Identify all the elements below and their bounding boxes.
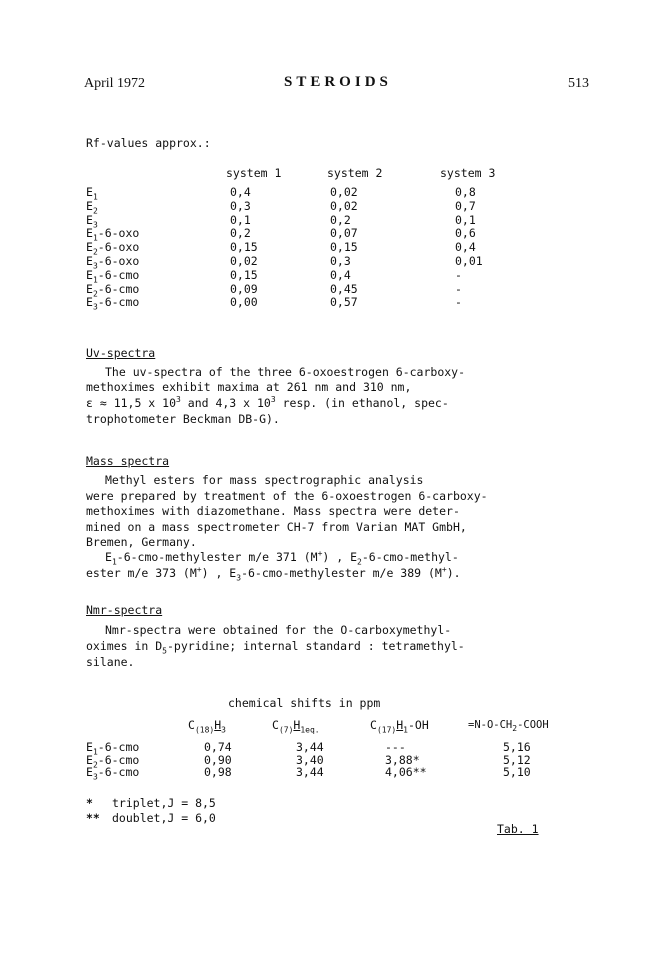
uv-line-3: ε ≈ 11,5 x $10^3$ and 4,3 x $10^3$ resp. (in ethanol, spec-	[86, 395, 449, 410]
page-number: 513	[568, 76, 589, 91]
nmr-line-2: oximes in $D_5$-pyridine; internal standard : tetramethyl-	[86, 639, 465, 656]
rf-col-system2: system 2	[327, 166, 383, 180]
rf-col-system1: system 1	[226, 166, 282, 180]
shift-cell-c2: 3,40	[296, 752, 324, 767]
rf-cell-v2: 0,02	[330, 198, 358, 213]
uv-heading: Uv-spectra	[86, 346, 156, 360]
rf-cell-v1: 0,3	[230, 198, 251, 213]
mass-line-2: were prepared by treatment of the 6-oxoestrogen 6-carboxy-	[86, 489, 488, 503]
shift-row-label: $E_2-6$-cmo	[86, 752, 140, 769]
rf-cell-v2: 0,57	[330, 295, 358, 310]
shifts-col-c18: $C_{(18)}H_3$	[188, 718, 226, 735]
mass-line-4: mined on a mass spectrometer CH-7 from Varian MAT GmbH,	[86, 520, 467, 534]
rf-title: Rf-values approx.:	[86, 136, 211, 150]
rf-col-system3: system 3	[440, 166, 496, 180]
rf-cell-v3: 0,6	[455, 226, 476, 241]
rf-cell-v3: 0,7	[455, 198, 476, 213]
rf-row-label: $E_2-6$-cmo	[86, 281, 140, 298]
rf-cell-v3: -	[455, 267, 462, 282]
mass-line-7: ester m/e 373 (M+) , $E_3-6-cmo$-methylester m/e 389 (M+).	[86, 565, 461, 583]
rf-cell-v1: 0,15	[230, 240, 258, 255]
rf-row-label: $E_3$	[86, 212, 98, 229]
nmr-line-1: Nmr-spectra were obtained for the O-carboxymethyl-	[105, 623, 452, 637]
rf-cell-v1: 0,09	[230, 281, 258, 296]
shift-cell-c4: 5,16	[503, 740, 531, 754]
shift-row-label: $E_3-6$-cmo	[86, 765, 140, 782]
shift-cell-c4: 5,12	[503, 752, 531, 767]
rf-row-label: $E_1$	[86, 185, 98, 202]
nmr-line-3: silane.	[86, 655, 135, 669]
mass-line-1: Methyl esters for mass spectrographic analysis	[105, 473, 424, 487]
footnote-1: * triplet,J = 8,5	[86, 796, 216, 810]
rf-cell-v1: 0,02	[230, 254, 258, 268]
uv-line-2: methoximes exhibit maxima at 261 nm and 310 nm,	[86, 380, 412, 394]
uv-line-1: The uv-spectra of the three 6-oxoestrogen 6-carboxy-	[105, 365, 466, 379]
shift-cell-c3: 4,06**	[385, 765, 427, 779]
rf-row-label: $E_3-6$-oxo	[86, 254, 140, 271]
mass-line-6: $E_1-6-cmo$-methylester m/e 371 (M+) , $E_2-6-cmo-methyl-$	[105, 549, 459, 567]
rf-cell-v1: 0,15	[230, 267, 258, 282]
shift-cell-c2: 3,44	[296, 740, 324, 754]
shift-cell-c4: 5,10	[503, 765, 531, 779]
table-label: Tab. 1	[497, 822, 539, 836]
rf-cell-v3: -	[455, 295, 462, 310]
rf-row-label: $E_1-6$-cmo	[86, 267, 140, 285]
header-date: April 1972	[84, 76, 146, 91]
rf-cell-v1: 0,2	[230, 226, 251, 241]
shift-row-label: $E_1-6$-cmo	[86, 740, 140, 757]
rf-cell-v2: 0,07	[330, 226, 358, 241]
rf-cell-v3: 0,1	[455, 212, 476, 227]
rf-cell-v2: 0,15	[330, 240, 358, 255]
shift-cell-c1: 0,98	[204, 765, 232, 779]
nmr-heading: Nmr-spectra	[86, 603, 163, 617]
rf-row-label: $E_1-6$-oxo	[86, 226, 140, 243]
rf-row-label: $E_3-6$-cmo	[86, 295, 140, 312]
shifts-title: chemical shifts in ppm	[228, 696, 381, 710]
rf-cell-v2: 0,3	[330, 254, 351, 268]
shift-cell-c1: 0,74	[204, 740, 232, 754]
rf-cell-v1: 0,4	[230, 185, 251, 199]
shift-cell-c3: ---	[385, 740, 406, 754]
journal-title: STEROIDS	[284, 74, 392, 90]
uv-line-4: trophotometer Beckman DB-G).	[86, 412, 280, 426]
rf-row-label: $E_2$	[86, 198, 98, 216]
rf-cell-v1: 0,00	[230, 295, 258, 310]
rf-cell-v3: 0,4	[455, 240, 476, 255]
shifts-col-c17: $C_{(17)}H_1-OH$	[370, 718, 429, 735]
rf-cell-v3: 0,8	[455, 185, 476, 199]
rf-cell-v3: 0,01	[455, 254, 483, 268]
shifts-col-noch2: $=N-O-CH_2$-COOH	[468, 719, 549, 734]
rf-cell-v3: -	[455, 281, 462, 296]
mass-line-5: Bremen, Germany.	[86, 535, 197, 549]
shift-cell-c2: 3,44	[296, 765, 324, 779]
mass-heading: Mass spectra	[86, 454, 170, 468]
rf-cell-v2: 0,2	[330, 212, 351, 227]
rf-cell-v1: 0,1	[230, 212, 251, 227]
footnote-2: ** doublet,J = 6,0	[86, 811, 216, 825]
rf-cell-v2: 0,02	[330, 185, 358, 199]
shift-cell-c1: 0,90	[204, 752, 232, 767]
shift-cell-c3: 3,88*	[385, 752, 420, 767]
rf-cell-v2: 0,45	[330, 281, 358, 296]
shifts-col-c7: $C_{(7)}H_{1eq.}$	[272, 718, 320, 735]
mass-line-3: methoximes with diazomethane. Mass spectra were deter-	[86, 504, 460, 518]
rf-cell-v2: 0,4	[330, 267, 351, 282]
rf-row-label: $E_2-6$-oxo	[86, 240, 140, 257]
